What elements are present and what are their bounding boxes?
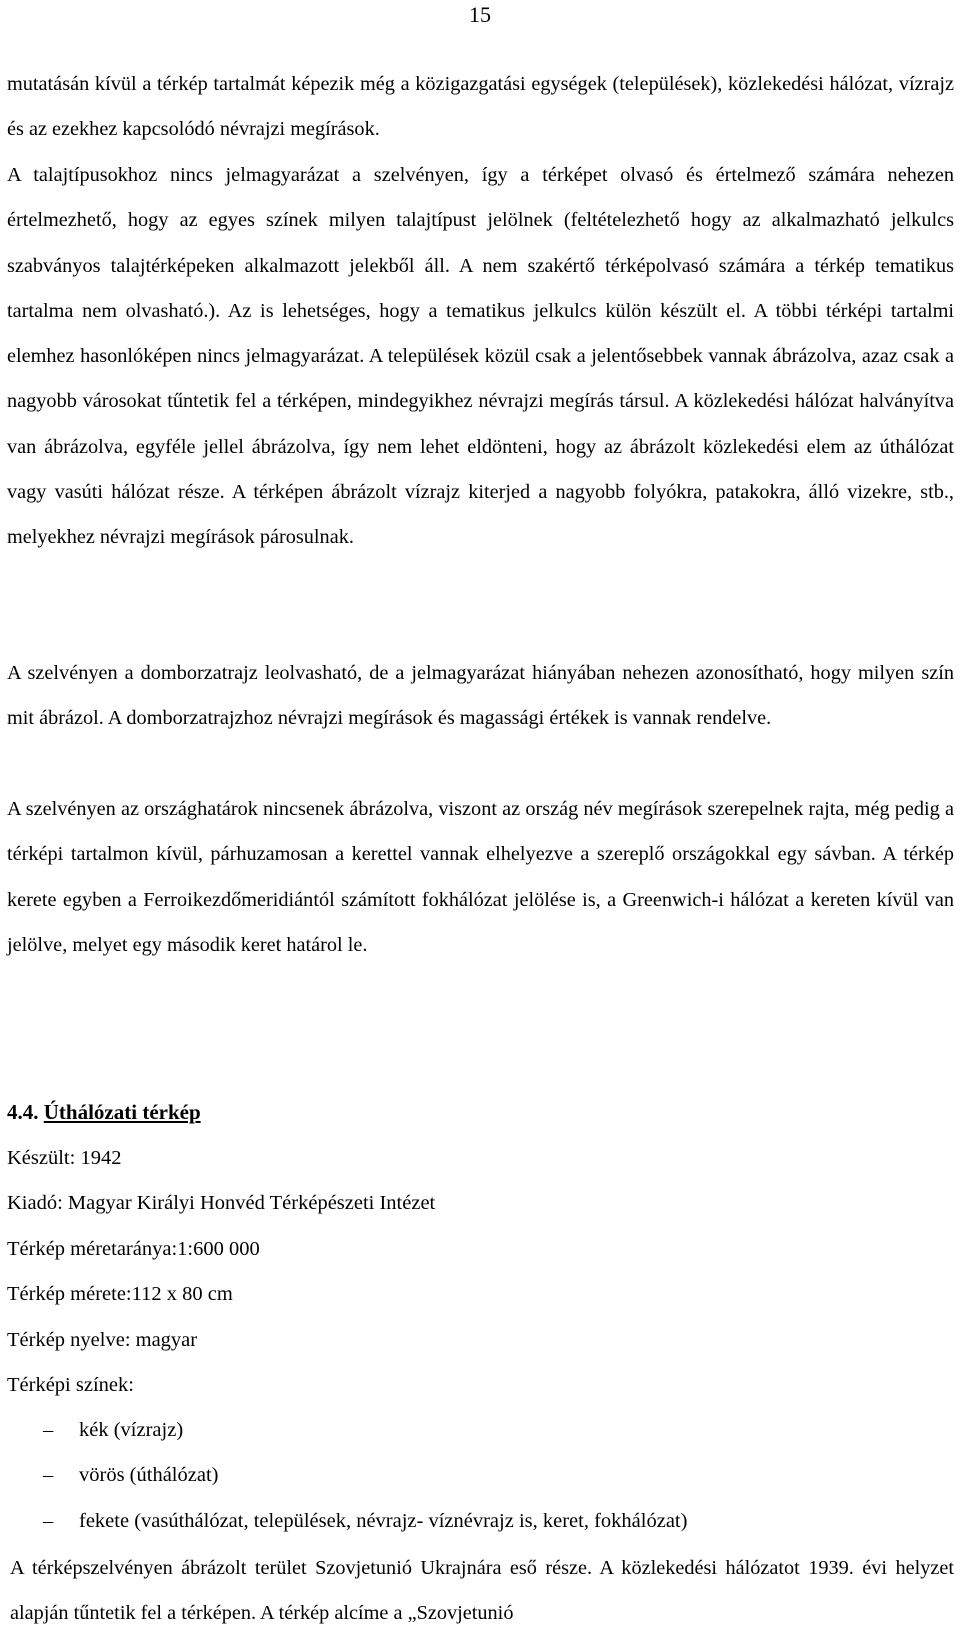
paragraph-relief: A szelvényen a domborzatrajz leolvasható, de a jelmagyarázat hiányában nehezen azonosítható, hogy milyen szín mit ábrázol. A domborzatrajzhoz névrajzi megírások és magassági értékek is vannak rendelve. bbox=[7, 662, 954, 730]
meta-size: Térkép mérete:112 x 80 cm bbox=[7, 1283, 233, 1306]
paragraph-borders: A szelvényen az országhatárok nincsenek ábrázolva, viszont az ország név megírások szerepelnek rajta, még pedig a térképi tartalmon kívül, párhuzamosan a kerettel vannak elhelyezve a szereplő országokkal egy sávban. A térkép kerete egyben a Ferroikezdőmeridiántól számított fokhálózat jelölése is, a Greenwich-i hálózat a kereten kívül van jelölve, melyet egy második keret határol le. bbox=[7, 798, 954, 956]
meta-scale: Térkép méretaránya:1:600 000 bbox=[7, 1237, 260, 1260]
list-dash: – bbox=[43, 1419, 54, 1441]
color-item-label: fekete (vasúthálózat, települések, névrajz- víznévrajz is, keret, fokhálózat) bbox=[79, 1509, 688, 1532]
meta-publisher: Kiadó: Magyar Királyi Honvéd Térképészeti Intézet bbox=[7, 1192, 436, 1215]
map-metadata-list bbox=[7, 1136, 947, 1408]
paragraph-territory: A térképszelvényen ábrázolt terület Szovjetunió Ukrajnára eső része. A közlekedési hálózatot 1939. évi helyzet alapján tűntetik fel a térképen. A térkép alcíme a „Szovjetunió bbox=[10, 1557, 954, 1625]
meta-created: Készült: 1942 bbox=[7, 1147, 122, 1169]
meta-language: Térkép nyelve: magyar bbox=[7, 1328, 198, 1351]
color-item-black bbox=[7, 1499, 947, 1544]
color-item-label: vörös (úthálózat) bbox=[79, 1464, 219, 1487]
map-colors-list bbox=[7, 1408, 947, 1544]
paragraph-continuation: mutatásán kívül a térkép tartalmát képezik még a közigazgatási egységek (települések), közlekedési hálózat, vízrajz és az ezekhez kapcsolódó névrajzi megírások. bbox=[7, 73, 954, 141]
list-dash: – bbox=[43, 1509, 54, 1532]
meta-colors-label: Térképi színek: bbox=[7, 1374, 134, 1397]
list-dash: – bbox=[43, 1464, 54, 1487]
section-number: 4.4. bbox=[7, 1100, 39, 1124]
color-item-red bbox=[7, 1453, 947, 1498]
section-heading bbox=[7, 1097, 201, 1127]
color-item-blue bbox=[7, 1408, 947, 1453]
color-item-label: kék (vízrajz) bbox=[79, 1419, 184, 1441]
page-number: 15 bbox=[469, 2, 491, 27]
paragraph-soil-types: A talajtípusokhoz nincs jelmagyarázat a szelvényen, így a térképet olvasó és értelmező számára nehezen értelmezhető, hogy az egyes színek milyen talajtípust jelölnek (feltételezhető hogy az alkalmazható jelkulcs szabványos talajtérképeken alkalmazott jelekből áll. A nem szakértő térképolvasó számára a térkép tematikus tartalma nem olvasható.). Az is lehetséges, hogy a tematikus jelkulcs külön készült el. A többi térképi tartalmi elemhez hasonlóképen nincs jelmagyarázat. A települések közül csak a jelentősebbek vannak ábrázolva, azaz csak a nagyobb városokat tűntetik fel a térképen, mindegyikhez névrajzi megírás társul. A közlekedési hálózat halványítva van ábrázolva, egyféle jellel ábrázolva, így nem lehet eldönteni, hogy az ábrázolt közlekedési elem az úthálózat vagy vasúti hálózat része. A térképen ábrázolt vízrajz kiterjed a nagyobb folyókra, patakokra, álló vizekre, stb., melyekhez névrajzi megírások párosulnak. bbox=[7, 164, 954, 549]
section-title: Úthálózati térkép bbox=[43, 1100, 201, 1124]
